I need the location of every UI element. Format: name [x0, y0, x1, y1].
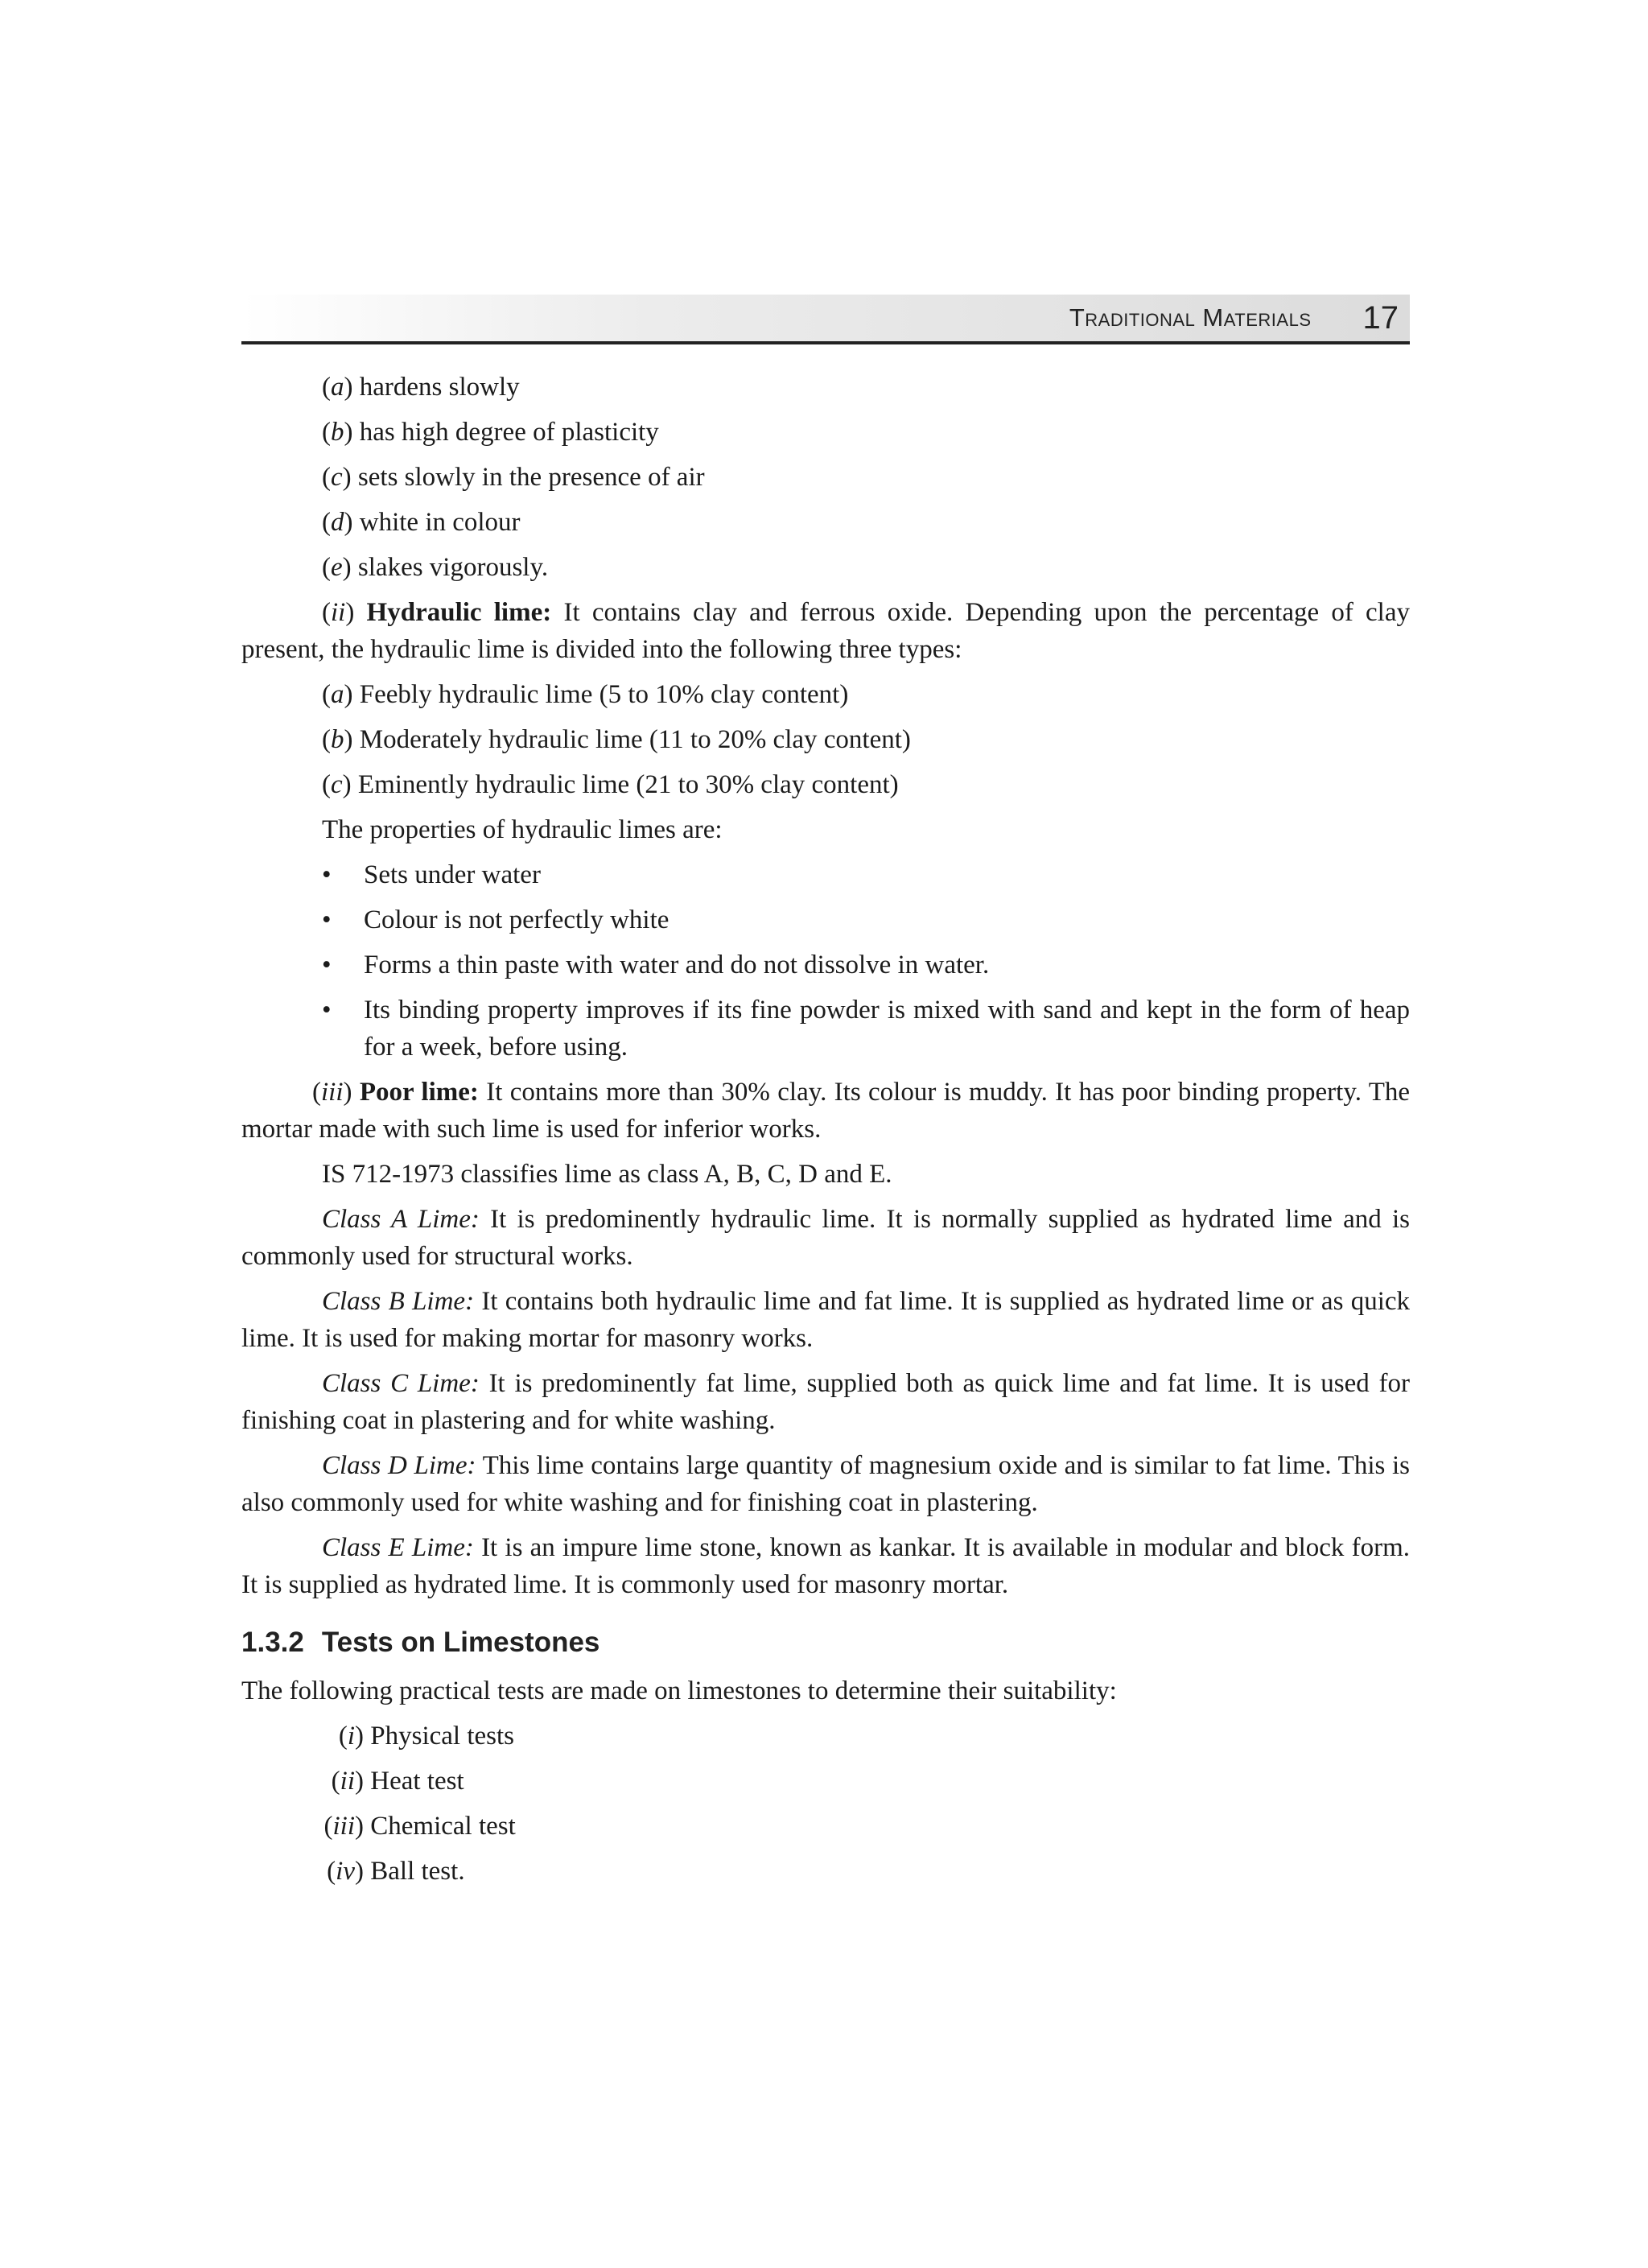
list-item: (i) Physical tests	[338, 1722, 514, 1750]
list-item: (a) hardens slowly	[322, 373, 520, 402]
class-c-paragraph: Class C Lime: It is predominently fat lime, supplied both as quick lime and fat lime. It is used for finishing coat in plastering and for white washing.	[241, 1369, 1410, 1435]
bullet-icon: •	[322, 996, 332, 1025]
section-title: Tests on Limestones	[321, 1627, 600, 1658]
list-item: (c) sets slowly in the presence of air	[322, 463, 705, 492]
poor-lime-term: Poor lime:	[359, 1078, 479, 1107]
is-code-line: IS 712-1973 classifies lime as class A, B, C, D and E.	[322, 1160, 892, 1189]
running-header	[241, 295, 1410, 344]
page-number: 17	[1362, 299, 1399, 336]
properties-intro: The properties of hydraulic limes are:	[322, 815, 723, 844]
list-item: (e) slakes vigorously.	[322, 553, 549, 582]
bullet-item: • Forms a thin paste with water and do not dissolve in water.	[241, 946, 1410, 983]
list-item: (iv) Ball test.	[327, 1857, 465, 1886]
bullet-icon: •	[322, 905, 332, 934]
list-item: (ii) Heat test	[331, 1767, 464, 1796]
section-number: 1.3.2	[241, 1627, 304, 1658]
list-item: (iii) Chemical test	[323, 1812, 516, 1841]
bullet-icon: •	[322, 860, 332, 889]
hydraulic-lime-term: Hydraulic lime:	[366, 598, 552, 627]
hydraulic-lime-paragraph: (ii) Hydraulic lime: It contains clay and ferrous oxide. Depending upon the percentage of clay present, the hydraulic lime is divided into the following three types:	[241, 598, 1411, 664]
section-heading	[241, 1624, 1410, 1661]
class-a-paragraph: Class A Lime: It is predominently hydraulic lime. It is normally supplied as hydrated lime and is commonly used for structural works.	[241, 1205, 1410, 1271]
list-item: (b) Moderately hydraulic lime (11 to 20% clay content)	[322, 725, 911, 754]
poor-lime-paragraph: (iii) Poor lime: It contains more than 30% clay. Its colour is muddy. It has poor binding property. The mortar made with such lime is used for inferior works.	[241, 1078, 1411, 1144]
bullet-item: • Colour is not perfectly white	[241, 901, 1410, 938]
section-intro: The following practical tests are made on limestones to determine their suitability:	[241, 1676, 1117, 1705]
class-e-paragraph: Class E Lime: It is an impure lime stone, known as kankar. It is available in modular and block form. It is supplied as hydrated lime. It is commonly used for masonry mortar.	[241, 1533, 1411, 1599]
class-b-paragraph: Class B Lime: It contains both hydraulic lime and fat lime. It is supplied as hydrated lime or as quick lime. It is used for making mortar for masonry works.	[241, 1287, 1411, 1353]
list-item: (c) Eminently hydraulic lime (21 to 30% clay content)	[322, 770, 899, 799]
list-item: (a) Feebly hydraulic lime (5 to 10% clay content)	[322, 680, 849, 709]
bullet-icon: •	[322, 950, 332, 979]
page-body	[241, 369, 1410, 1898]
bullet-item: • Its binding property improves if its fine powder is mixed with sand and kept in the form of heap for a week, before using.	[241, 992, 1410, 1066]
bullet-item: • Sets under water	[241, 856, 1410, 893]
running-title: Traditional Materials	[1069, 303, 1312, 332]
list-item: (b) has high degree of plasticity	[322, 418, 659, 447]
list-item: (d) white in colour	[322, 508, 521, 537]
class-d-paragraph: Class D Lime: This lime contains large quantity of magnesium oxide and is similar to fat lime. This is also commonly used for white washing and for finishing coat in plastering.	[241, 1451, 1411, 1517]
